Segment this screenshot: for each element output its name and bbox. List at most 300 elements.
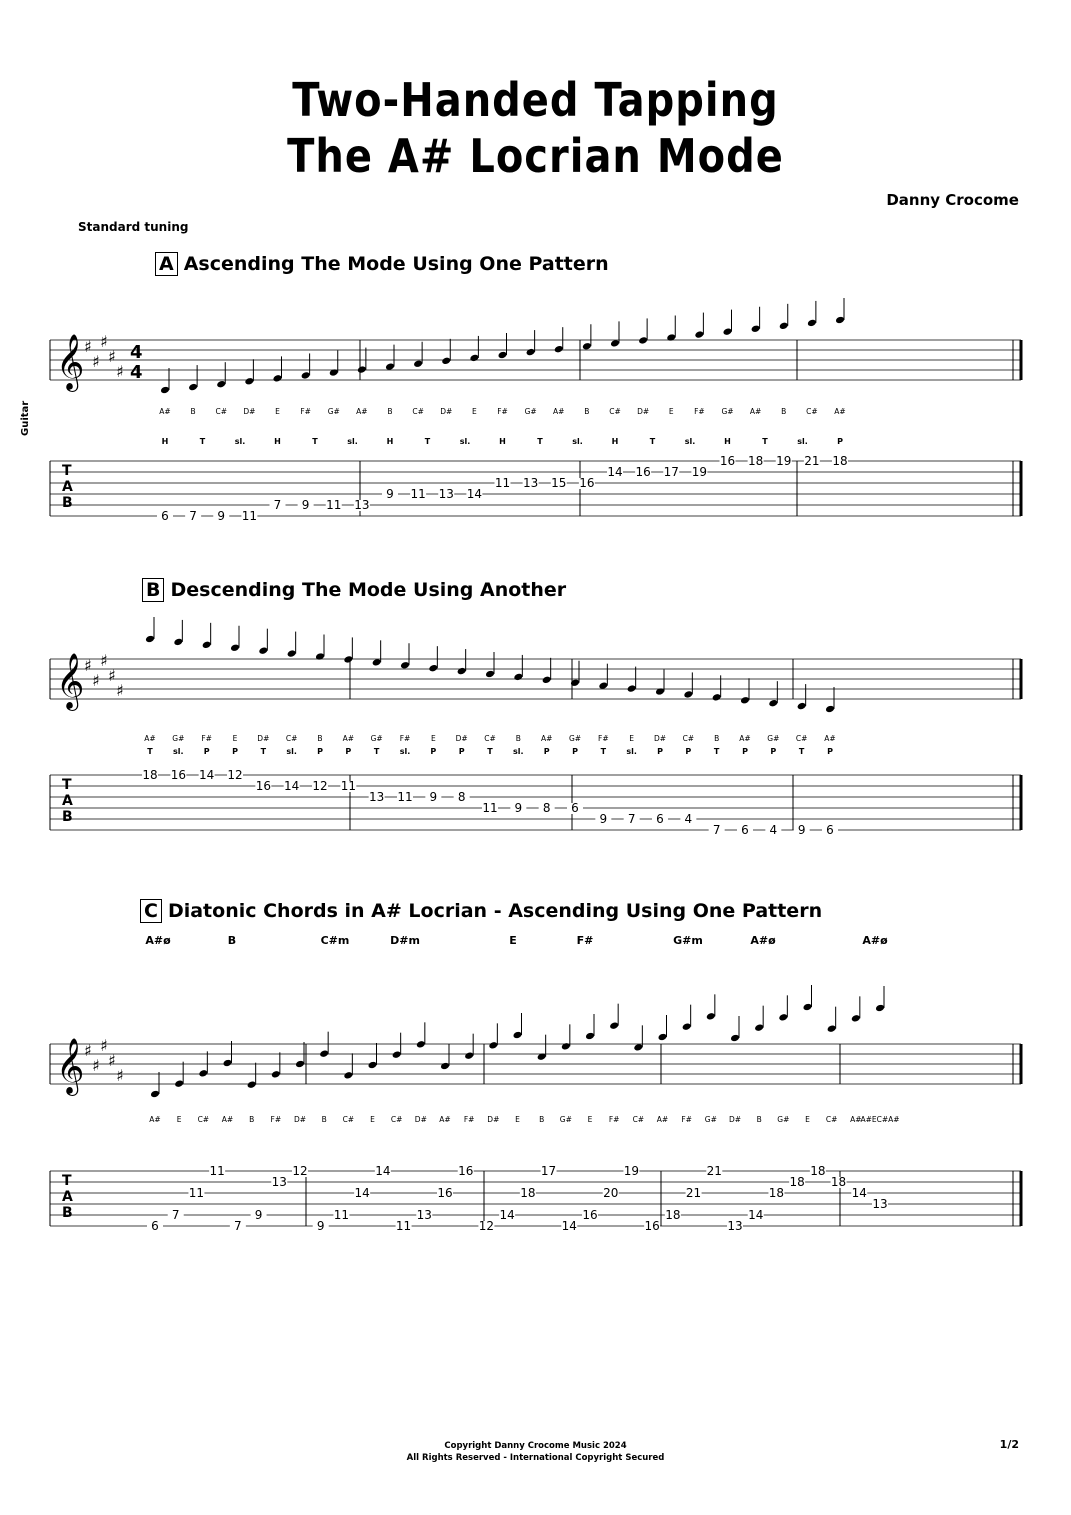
technique-label: T bbox=[373, 747, 380, 756]
notehead bbox=[216, 380, 226, 389]
note-name: B bbox=[317, 734, 323, 743]
notehead bbox=[706, 1012, 716, 1021]
tab-number: 13 bbox=[354, 498, 370, 512]
tab-clef-letter: A bbox=[62, 793, 73, 809]
note-name: B bbox=[539, 1115, 545, 1124]
tab-number: 9 bbox=[254, 1208, 263, 1222]
technique-label: sl. bbox=[286, 747, 297, 756]
note-name: C# bbox=[484, 734, 496, 743]
notehead bbox=[145, 635, 155, 644]
note-name: D# bbox=[455, 734, 468, 743]
tab-number: 11 bbox=[494, 476, 511, 490]
technique-label: sl. bbox=[459, 437, 471, 446]
technique-label: H bbox=[274, 437, 281, 446]
technique-label: H bbox=[386, 437, 394, 446]
note-name: B bbox=[321, 1115, 327, 1124]
notehead bbox=[638, 336, 648, 345]
note-name: C# bbox=[215, 407, 228, 416]
note-name: A# bbox=[540, 734, 553, 743]
composer: Danny Crocome bbox=[886, 191, 1019, 209]
technique-label: P bbox=[827, 747, 833, 756]
notehead bbox=[513, 1031, 523, 1040]
notehead bbox=[174, 1079, 184, 1088]
technique-label: P bbox=[770, 747, 777, 756]
tab-number: 13 bbox=[271, 1175, 287, 1189]
note-name: B bbox=[249, 1115, 255, 1124]
notehead bbox=[287, 649, 297, 658]
tab-number: 18 bbox=[830, 1175, 847, 1189]
tab-number: 13 bbox=[416, 1208, 432, 1222]
tab-clef-letter: T bbox=[62, 1173, 72, 1189]
notehead bbox=[273, 374, 283, 383]
note-name: B bbox=[190, 407, 196, 416]
notehead bbox=[428, 664, 438, 673]
sharp-icon: ♯ bbox=[116, 362, 124, 381]
technique-label: sl. bbox=[173, 747, 184, 756]
tab-number: 16 bbox=[644, 1219, 660, 1233]
tab-number: 18 bbox=[810, 1164, 826, 1178]
note-name: D# bbox=[414, 1115, 427, 1124]
sharp-icon: ♯ bbox=[92, 352, 100, 371]
notehead bbox=[457, 667, 467, 676]
note-name: B bbox=[387, 407, 393, 416]
note-name: D# bbox=[293, 1115, 307, 1124]
technique-label: T bbox=[487, 747, 493, 756]
notehead bbox=[392, 1050, 402, 1059]
tab-number: 11 bbox=[410, 487, 426, 501]
note-name: E bbox=[629, 734, 635, 743]
tab-number: 18 bbox=[789, 1175, 805, 1189]
tab-number: 14 bbox=[284, 779, 300, 793]
tab-number: 21 bbox=[685, 1186, 702, 1200]
notehead bbox=[469, 354, 479, 363]
tuning: Standard tuning bbox=[78, 220, 189, 234]
note-name: C# bbox=[795, 734, 808, 743]
note-name: G# bbox=[370, 734, 383, 743]
notehead bbox=[247, 1080, 257, 1089]
tab-number: 18 bbox=[832, 454, 848, 468]
page-number: 1/2 bbox=[999, 1438, 1019, 1451]
footer-copyright: Copyright Danny Crocome Music 2024 bbox=[444, 1441, 627, 1451]
tab-number: 16 bbox=[635, 465, 651, 479]
note-name: G# bbox=[524, 407, 537, 416]
notehead bbox=[357, 365, 367, 374]
tab-number: 18 bbox=[665, 1208, 681, 1222]
note-name: E bbox=[472, 407, 477, 416]
note-name: E bbox=[805, 1115, 810, 1124]
note-name: E bbox=[370, 1115, 375, 1124]
technique-label: P bbox=[317, 747, 323, 756]
notehead bbox=[244, 377, 254, 386]
notehead bbox=[400, 661, 410, 670]
tab-number: 6 bbox=[571, 801, 579, 815]
note-name: E bbox=[275, 407, 280, 416]
technique-label: sl. bbox=[626, 747, 637, 756]
tab-number: 18 bbox=[520, 1186, 536, 1200]
note-name: D# bbox=[440, 407, 453, 416]
note-name: F# bbox=[399, 734, 411, 743]
tab-number: 14 bbox=[466, 487, 483, 501]
notehead bbox=[230, 643, 240, 652]
tab-number: 16 bbox=[458, 1164, 474, 1178]
technique-label: sl. bbox=[684, 437, 696, 446]
tab-number: 18 bbox=[768, 1186, 785, 1200]
time-signature-top: 4 bbox=[130, 342, 143, 363]
notehead bbox=[803, 1003, 813, 1012]
technique-label: sl. bbox=[572, 437, 583, 446]
technique-label: T bbox=[424, 437, 431, 446]
tab-number: 7 bbox=[273, 498, 282, 512]
tab-number: 16 bbox=[719, 454, 736, 468]
note-name: B bbox=[515, 734, 521, 743]
note-name: D# bbox=[243, 407, 256, 416]
sharp-icon: ♯ bbox=[108, 666, 116, 685]
notehead bbox=[851, 1014, 861, 1023]
tab-number: 16 bbox=[170, 768, 186, 782]
note-name: F# bbox=[497, 407, 508, 416]
tab-number: 12 bbox=[478, 1219, 495, 1233]
tab-number: 12 bbox=[227, 768, 243, 782]
technique-label: H bbox=[161, 437, 169, 446]
notehead bbox=[413, 359, 423, 368]
notehead bbox=[835, 316, 845, 325]
tab-clef-letter: B bbox=[62, 809, 73, 825]
note-name: E bbox=[587, 1115, 593, 1124]
note-name: F# bbox=[201, 734, 212, 743]
tab-number: 4 bbox=[769, 823, 778, 837]
tab-number: 7 bbox=[712, 823, 721, 837]
sharp-icon: ♯ bbox=[116, 681, 124, 700]
sharp-icon: ♯ bbox=[84, 1041, 92, 1060]
tab-number: 20 bbox=[603, 1186, 619, 1200]
notehead bbox=[258, 646, 268, 655]
note-name: B bbox=[756, 1115, 762, 1124]
note-name: C# bbox=[806, 407, 818, 416]
notehead bbox=[585, 1032, 595, 1041]
notehead bbox=[825, 705, 835, 714]
sharp-icon: ♯ bbox=[84, 656, 92, 675]
note-name: E bbox=[668, 407, 674, 416]
tab-number: 16 bbox=[437, 1186, 453, 1200]
tab-number: 19 bbox=[623, 1164, 640, 1178]
sharp-icon: ♯ bbox=[92, 671, 100, 690]
notehead bbox=[319, 1049, 329, 1058]
note-name: G# bbox=[777, 1115, 790, 1124]
notehead bbox=[160, 386, 170, 395]
note-name: D# bbox=[653, 734, 667, 743]
notehead bbox=[627, 684, 637, 693]
title-line-2: The A# Locrian Mode bbox=[287, 130, 784, 184]
technique-label: T bbox=[798, 747, 805, 756]
notehead bbox=[779, 322, 789, 331]
tab-number: 11 bbox=[241, 509, 258, 523]
note-name: C# bbox=[197, 1115, 210, 1124]
tab-number: 9 bbox=[599, 812, 608, 826]
technique-label: P bbox=[543, 747, 550, 756]
section-b-letter: B bbox=[142, 578, 164, 602]
note-name: G# bbox=[172, 734, 185, 743]
notehead bbox=[464, 1051, 474, 1060]
tab-number: 6 bbox=[151, 1219, 159, 1233]
chord-symbol: A#ø bbox=[862, 934, 888, 947]
note-name: F# bbox=[270, 1115, 282, 1124]
technique-label: P bbox=[458, 747, 465, 756]
tab-number: 14 bbox=[499, 1208, 515, 1222]
technique-label: T bbox=[762, 437, 768, 446]
tab-number: 14 bbox=[851, 1186, 867, 1200]
tab-number: 14 bbox=[748, 1208, 764, 1222]
tab-number: 9 bbox=[316, 1219, 325, 1233]
technique-label: P bbox=[232, 747, 238, 756]
tab-number: 7 bbox=[171, 1208, 180, 1222]
note-name: A# bbox=[749, 407, 762, 416]
note-name: G# bbox=[721, 407, 734, 416]
technique-label: sl. bbox=[234, 437, 246, 446]
title-line-1: Two-Handed Tapping bbox=[292, 74, 779, 128]
sharp-icon: ♯ bbox=[116, 1066, 124, 1085]
notehead bbox=[554, 345, 564, 354]
sharp-icon: ♯ bbox=[108, 1051, 116, 1070]
tab-number: 16 bbox=[255, 779, 271, 793]
notehead bbox=[730, 1034, 740, 1043]
note-name: A# bbox=[834, 407, 846, 416]
tab-number: 14 bbox=[354, 1186, 370, 1200]
notehead bbox=[655, 687, 665, 696]
tab-number: 8 bbox=[457, 790, 466, 804]
tab-number: 9 bbox=[429, 790, 438, 804]
notehead bbox=[751, 324, 761, 333]
note-name: D# bbox=[487, 1115, 500, 1124]
section-a-letter: A bbox=[155, 252, 178, 276]
tab-number: 18 bbox=[747, 454, 764, 468]
tab-number: 7 bbox=[627, 812, 636, 826]
note-name: G# bbox=[559, 1115, 572, 1124]
note-name: A# bbox=[439, 1115, 451, 1124]
chord-symbol: A#ø bbox=[145, 934, 171, 947]
notehead bbox=[740, 696, 750, 705]
note-name: F# bbox=[681, 1115, 692, 1124]
sharp-icon: ♯ bbox=[100, 332, 108, 351]
notehead bbox=[712, 693, 722, 702]
note-name: A# bbox=[159, 407, 171, 416]
note-name: C# bbox=[632, 1115, 645, 1124]
tab-number: 7 bbox=[189, 509, 197, 523]
sharp-icon: ♯ bbox=[92, 1056, 100, 1075]
note-name: C# bbox=[285, 734, 298, 743]
note-name: C# bbox=[609, 407, 621, 416]
technique-label: T bbox=[537, 437, 543, 446]
tab-clef-letter: T bbox=[62, 463, 72, 479]
tab-number: 14 bbox=[561, 1219, 577, 1233]
tab-number: 15 bbox=[551, 476, 567, 490]
note-name: C# bbox=[682, 734, 695, 743]
tab-number: 11 bbox=[333, 1208, 350, 1222]
note-name: A# bbox=[739, 734, 751, 743]
notehead bbox=[542, 676, 552, 685]
notehead bbox=[329, 368, 339, 377]
tab-number: 18 bbox=[142, 768, 158, 782]
note-name: B bbox=[781, 407, 787, 416]
notehead bbox=[271, 1070, 281, 1079]
instrument-label: Guitar bbox=[20, 400, 31, 436]
technique-label: T bbox=[199, 437, 206, 446]
technique-label: P bbox=[837, 437, 843, 446]
technique-label: T bbox=[649, 437, 656, 446]
footer bbox=[0, 1440, 1071, 1464]
tab-number: 13 bbox=[369, 790, 385, 804]
tab-number: 11 bbox=[209, 1164, 225, 1178]
note-name: D# bbox=[728, 1115, 742, 1124]
technique-label: sl. bbox=[513, 747, 524, 756]
technique-label: P bbox=[203, 747, 210, 756]
notehead bbox=[485, 670, 495, 679]
chord-symbol: F# bbox=[576, 934, 594, 947]
note-name: E bbox=[232, 734, 238, 743]
note-name: G# bbox=[327, 407, 340, 416]
treble-clef-icon: 𝄞 bbox=[56, 1038, 85, 1094]
technique-label: P bbox=[657, 747, 663, 756]
section-b-label: Descending The Mode Using Another bbox=[170, 579, 567, 601]
note-name: F# bbox=[300, 407, 311, 416]
note-name: C# bbox=[412, 407, 424, 416]
tab-number: 14 bbox=[607, 465, 623, 479]
notehead bbox=[488, 1041, 498, 1050]
notehead bbox=[807, 319, 817, 328]
notehead bbox=[609, 1021, 619, 1030]
tab-number: 11 bbox=[397, 790, 413, 804]
tab-clef-letter: T bbox=[62, 777, 72, 793]
tab-number: 11 bbox=[188, 1186, 205, 1200]
note-name: C# bbox=[390, 1115, 403, 1124]
tab-number: 6 bbox=[741, 823, 749, 837]
chord-symbol: D#m bbox=[390, 934, 420, 947]
tab-number: 6 bbox=[826, 823, 834, 837]
notehead bbox=[315, 652, 325, 661]
note-name: C# bbox=[342, 1115, 355, 1124]
technique-label: T bbox=[260, 747, 267, 756]
technique-label: P bbox=[430, 747, 437, 756]
note-name: A# bbox=[221, 1115, 234, 1124]
technique-label: sl. bbox=[399, 747, 411, 756]
technique-label: T bbox=[312, 437, 318, 446]
note-name: A#EC#A# bbox=[860, 1115, 900, 1124]
notehead bbox=[768, 699, 778, 708]
note-name: F# bbox=[608, 1115, 620, 1124]
notehead bbox=[440, 1062, 450, 1071]
section-c-label: Diatonic Chords in A# Locrian - Ascending Using One Pattern bbox=[167, 900, 823, 922]
notehead bbox=[301, 371, 311, 380]
notehead bbox=[582, 342, 592, 351]
technique-label: sl. bbox=[797, 437, 808, 446]
technique-label: T bbox=[713, 747, 720, 756]
tab-number: 21 bbox=[804, 454, 820, 468]
tab-number: 9 bbox=[301, 498, 310, 512]
tab-clef-letter: A bbox=[62, 1189, 73, 1205]
notehead bbox=[498, 351, 508, 360]
notehead bbox=[188, 383, 198, 392]
tab-number: 9 bbox=[217, 509, 226, 523]
tab-number: 16 bbox=[582, 1208, 598, 1222]
note-name: G# bbox=[704, 1115, 717, 1124]
sharp-icon: ♯ bbox=[100, 651, 108, 670]
notehead bbox=[223, 1059, 233, 1068]
notehead bbox=[561, 1042, 571, 1051]
note-name: E bbox=[430, 734, 436, 743]
chord-symbol: A#ø bbox=[750, 934, 776, 947]
technique-label: H bbox=[499, 437, 506, 446]
notehead bbox=[723, 327, 733, 336]
sharp-icon: ♯ bbox=[100, 1036, 108, 1055]
tab-number: 4 bbox=[684, 812, 693, 826]
technique-label: P bbox=[572, 747, 578, 756]
technique-label: P bbox=[742, 747, 748, 756]
tab-number: 14 bbox=[199, 768, 215, 782]
notehead bbox=[198, 1069, 208, 1078]
technique-label: T bbox=[600, 747, 607, 756]
tab-number: 6 bbox=[656, 812, 664, 826]
tab-number: 8 bbox=[542, 801, 551, 815]
chord-symbol: E bbox=[509, 934, 517, 947]
note-name: A# bbox=[149, 1115, 161, 1124]
note-name: D# bbox=[637, 407, 650, 416]
technique-label: P bbox=[345, 747, 352, 756]
tab-clef-letter: A bbox=[62, 479, 73, 495]
chord-symbol: G#m bbox=[673, 934, 703, 947]
tab-number: 21 bbox=[706, 1164, 722, 1178]
technique-label: H bbox=[611, 437, 619, 446]
chord-symbol: B bbox=[227, 934, 237, 947]
tab-number: 9 bbox=[386, 487, 394, 501]
treble-clef-icon: 𝄞 bbox=[56, 653, 85, 709]
tab-number: 12 bbox=[312, 779, 328, 793]
notehead bbox=[295, 1060, 305, 1069]
note-name: A# bbox=[850, 1115, 862, 1124]
footer-rights: All Rights Reserved - International Copyright Secured bbox=[406, 1453, 665, 1463]
notehead bbox=[343, 655, 353, 664]
notehead bbox=[150, 1090, 160, 1099]
tab-number: 13 bbox=[438, 487, 454, 501]
note-name: E bbox=[515, 1115, 520, 1124]
note-name: C# bbox=[825, 1115, 838, 1124]
tab-number: 9 bbox=[797, 823, 806, 837]
chord-symbol: C#m bbox=[320, 934, 350, 947]
notehead bbox=[682, 1022, 692, 1031]
treble-clef-icon: 𝄞 bbox=[56, 334, 85, 390]
note-name: G# bbox=[767, 734, 780, 743]
notehead bbox=[875, 1004, 885, 1013]
note-name: B bbox=[584, 407, 590, 416]
sharp-icon: ♯ bbox=[108, 347, 116, 366]
technique-label: P bbox=[685, 747, 692, 756]
note-name: E bbox=[176, 1115, 182, 1124]
notehead bbox=[666, 333, 676, 342]
tab-number: 11 bbox=[395, 1219, 412, 1233]
technique-label: H bbox=[724, 437, 731, 446]
notehead bbox=[797, 702, 807, 711]
tab-number: 19 bbox=[691, 465, 708, 479]
notehead bbox=[683, 690, 693, 699]
tab-number: 13 bbox=[522, 476, 539, 490]
note-name: A# bbox=[144, 734, 156, 743]
tab-number: 14 bbox=[375, 1164, 391, 1178]
notehead bbox=[754, 1023, 764, 1032]
section-a-label: Ascending The Mode Using One Pattern bbox=[183, 253, 609, 275]
note-name: F# bbox=[598, 734, 609, 743]
note-name: A# bbox=[656, 1115, 669, 1124]
notehead bbox=[202, 641, 212, 650]
note-name: A# bbox=[824, 734, 836, 743]
tab-number: 13 bbox=[727, 1219, 743, 1233]
